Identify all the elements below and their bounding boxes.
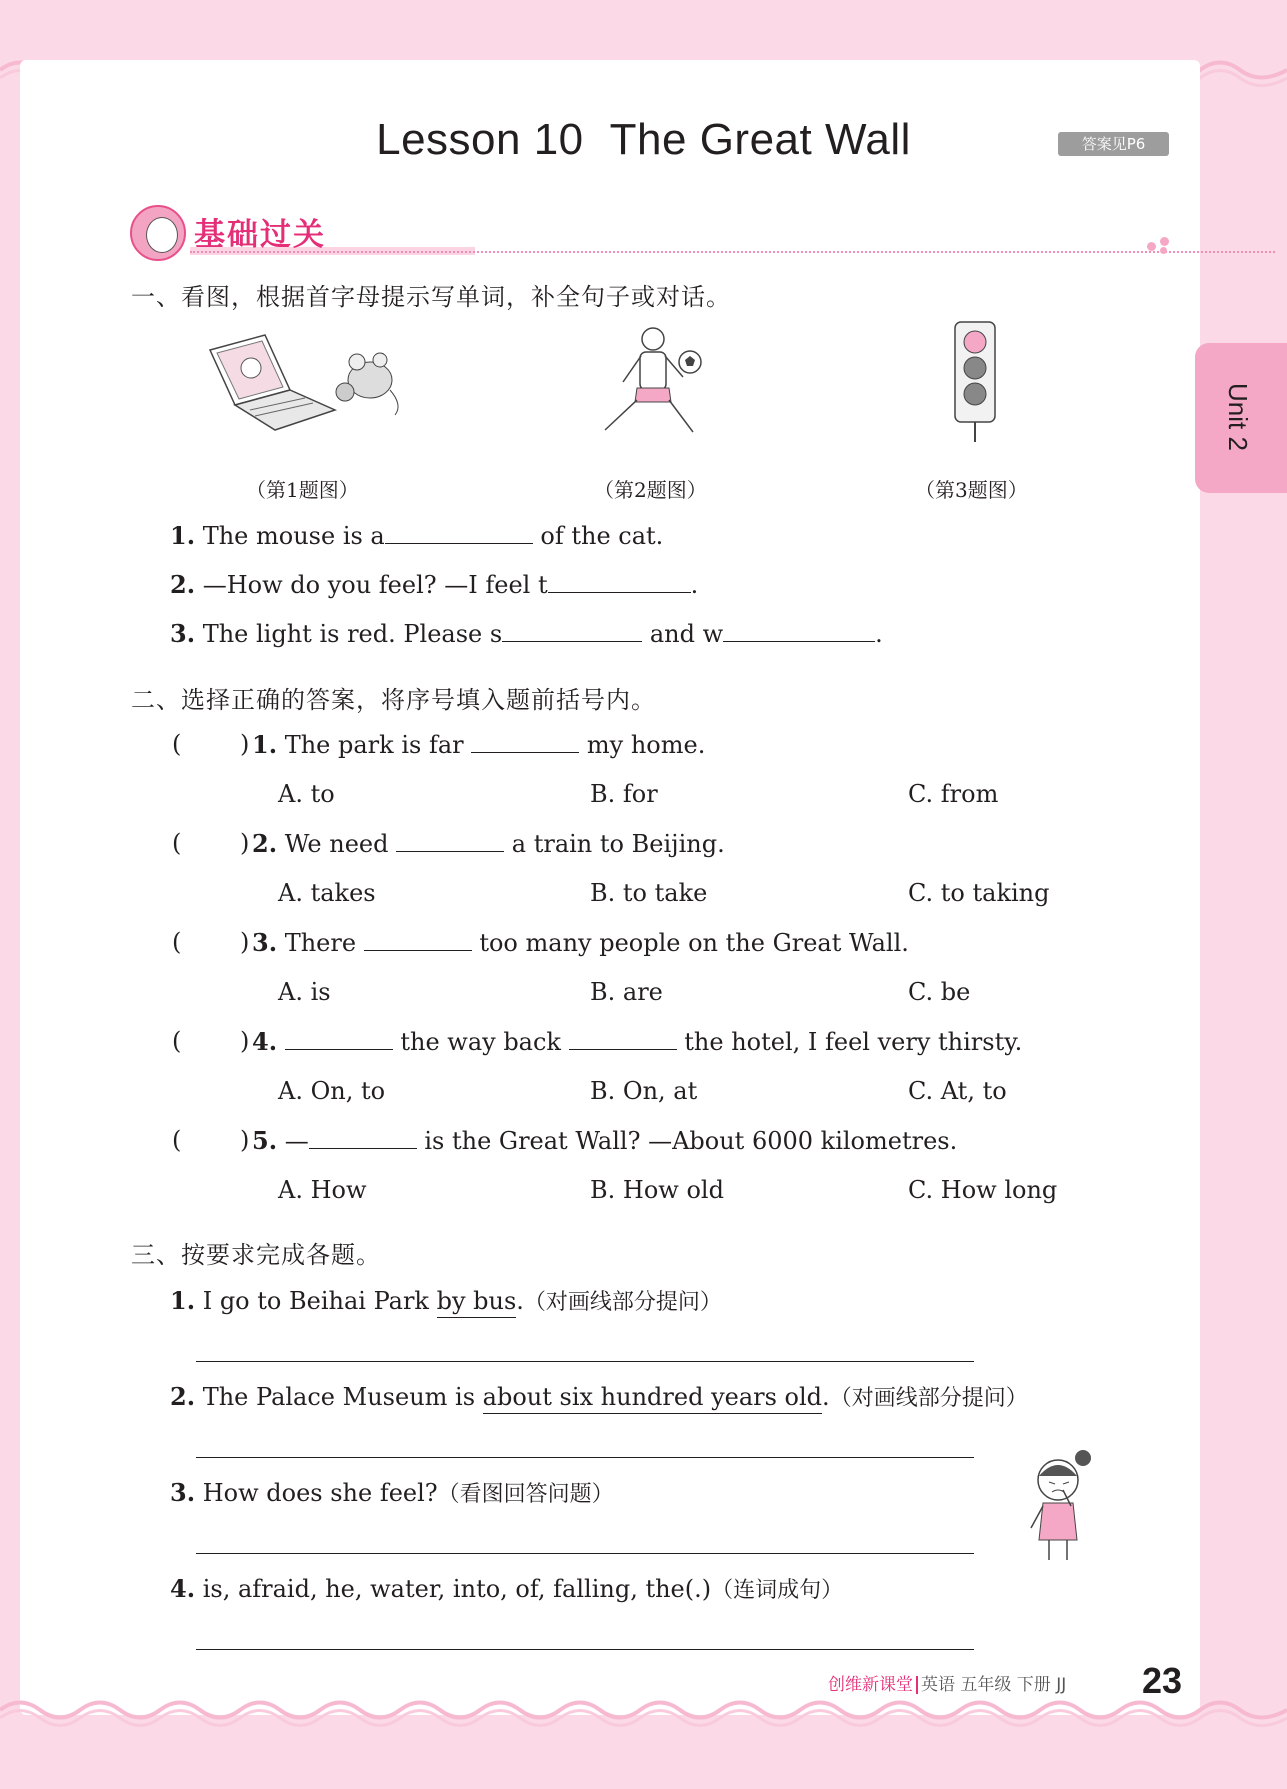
question-instruction: （看图回答问题） xyxy=(437,1482,614,1507)
option-c[interactable]: C. to taking xyxy=(908,879,1050,907)
question-text-before: There xyxy=(284,929,357,957)
question-text-after: . xyxy=(690,571,699,599)
part1-question-1 xyxy=(170,521,663,550)
option-a[interactable]: A. is xyxy=(278,978,331,1006)
boy-kicking-ball-picture xyxy=(595,322,710,442)
question-number: 2. xyxy=(252,829,278,858)
question-text-before: We need xyxy=(284,830,389,858)
question-number: 1. xyxy=(252,730,278,759)
answer-paren-open: ( xyxy=(172,1126,182,1154)
answer-blank[interactable] xyxy=(396,831,504,852)
question-number: 3. xyxy=(170,1478,196,1507)
option-b[interactable]: B. On, at xyxy=(590,1077,698,1105)
question-text-after: the hotel, I feel very thirsty. xyxy=(684,1028,1023,1056)
book-info: 英语 五年级 下册 JJ xyxy=(921,1675,1067,1695)
underlined-phrase: by bus xyxy=(437,1287,517,1318)
laptop-cat-mouse-picture xyxy=(205,330,405,440)
underlined-phrase: about six hundred years old xyxy=(483,1383,822,1414)
answer-line[interactable] xyxy=(196,1361,974,1362)
question-number: 1. xyxy=(170,1286,196,1315)
question-text: How does she feel? xyxy=(202,1479,438,1507)
question-text-before: I go to Beihai Park xyxy=(202,1287,437,1315)
question-text: is, afraid, he, water, into, of, falling, the(.) xyxy=(202,1575,712,1603)
answer-blank[interactable] xyxy=(548,572,691,593)
part1-question-3 xyxy=(170,619,883,648)
part3-question-4 xyxy=(170,1573,843,1604)
answer-blank[interactable] xyxy=(723,621,875,642)
question-text-before: The Palace Museum is xyxy=(202,1383,483,1411)
dotted-divider xyxy=(190,251,1275,253)
answer-blank[interactable] xyxy=(364,930,472,951)
part2-question-5 xyxy=(252,1126,957,1155)
traffic-light-picture xyxy=(950,320,1000,445)
picture-caption-3: （第3题图） xyxy=(915,478,1028,502)
question-text-mid: the way back xyxy=(400,1028,561,1056)
unit-side-tab xyxy=(1195,343,1287,493)
answer-paren-open: ( xyxy=(172,1027,182,1055)
answer-blank[interactable] xyxy=(385,523,533,544)
answer-paren-open: ( xyxy=(172,829,182,857)
section-header xyxy=(130,205,1160,265)
crying-girl-picture xyxy=(1025,1448,1095,1564)
divider-dot xyxy=(1160,247,1167,254)
footer-divider xyxy=(916,1676,918,1694)
part1-question-2 xyxy=(170,570,698,599)
part2-title: 二、选择正确的答案，将序号填入题前括号内。 xyxy=(131,686,656,714)
part3-title: 三、按要求完成各题。 xyxy=(131,1241,381,1269)
question-text-after: . xyxy=(516,1287,524,1315)
answer-blank[interactable] xyxy=(285,1029,393,1050)
question-number: 2. xyxy=(170,570,196,599)
lesson-number: Lesson 10 xyxy=(376,115,584,164)
answer-blank[interactable] xyxy=(309,1128,417,1149)
brand-name: 创维新课堂 xyxy=(828,1675,913,1695)
question-text-before: The light is red. Please s xyxy=(202,620,503,648)
part3-question-3 xyxy=(170,1477,614,1508)
question-number: 3. xyxy=(252,928,278,957)
answer-paren-close: ) xyxy=(240,928,250,956)
question-text-after: is the Great Wall? —About 6000 kilometres. xyxy=(424,1127,958,1155)
page-footer xyxy=(828,1670,1066,1695)
part1-title: 一、看图，根据首字母提示写单词，补全句子或对话。 xyxy=(131,283,731,311)
question-instruction: （连词成句） xyxy=(711,1578,844,1603)
answer-blank[interactable] xyxy=(471,732,579,753)
frame-bottom-border xyxy=(0,1690,1287,1740)
answer-blank[interactable] xyxy=(569,1029,677,1050)
question-instruction: （对画线部分提问） xyxy=(829,1386,1028,1411)
part2-question-4 xyxy=(252,1027,1022,1056)
answer-reference-badge: 答案见P6 xyxy=(1058,132,1169,156)
question-text-after: . xyxy=(875,620,883,648)
answer-line[interactable] xyxy=(196,1553,974,1554)
option-a[interactable]: A. How xyxy=(278,1176,367,1204)
divider-dot xyxy=(1160,237,1169,246)
question-number: 3. xyxy=(170,619,196,648)
answer-paren-close: ) xyxy=(240,730,250,758)
question-text-before: —How do you feel? —I feel t xyxy=(202,571,548,599)
option-c[interactable]: C. How long xyxy=(908,1176,1058,1204)
question-text-after: a train to Beijing. xyxy=(511,830,725,858)
answer-line[interactable] xyxy=(196,1457,974,1458)
answer-paren-close: ) xyxy=(240,1027,250,1055)
question-text-before: The mouse is a xyxy=(202,522,385,550)
picture-caption-2: （第2题图） xyxy=(594,478,707,502)
question-number: 5. xyxy=(252,1126,278,1155)
question-instruction: （对画线部分提问） xyxy=(523,1290,722,1315)
option-b[interactable]: B. How old xyxy=(590,1176,724,1204)
girl-avatar-icon xyxy=(130,205,186,261)
divider-dot xyxy=(1147,242,1156,251)
answer-paren-close: ) xyxy=(240,1126,250,1154)
part3-question-1 xyxy=(170,1285,722,1316)
question-text-mid: and w xyxy=(649,620,724,648)
option-b[interactable]: B. to take xyxy=(590,879,708,907)
section-label: 基础过关 xyxy=(194,217,326,253)
answer-paren-open: ( xyxy=(172,928,182,956)
question-text-after: too many people on the Great Wall. xyxy=(479,929,909,957)
option-c[interactable]: C. be xyxy=(908,978,971,1006)
question-number: 1. xyxy=(170,521,196,550)
part2-question-1 xyxy=(252,730,705,759)
question-text-after: of the cat. xyxy=(540,522,664,550)
question-number: 4. xyxy=(170,1574,196,1603)
question-text-after: . xyxy=(822,1383,830,1411)
option-b[interactable]: B. are xyxy=(590,978,663,1006)
page-number: 23 xyxy=(1142,1660,1183,1701)
question-number: 2. xyxy=(170,1382,196,1411)
option-b[interactable]: B. for xyxy=(590,780,658,808)
option-a[interactable]: A. to xyxy=(278,780,335,808)
option-c[interactable]: C. At, to xyxy=(908,1077,1007,1105)
answer-line[interactable] xyxy=(196,1649,974,1650)
unit-tab-label: Unit 2 xyxy=(1223,383,1253,451)
answer-blank[interactable] xyxy=(502,621,642,642)
question-text-after: my home. xyxy=(586,731,706,759)
lesson-name: The Great Wall xyxy=(609,115,911,164)
question-number: 4. xyxy=(252,1027,278,1056)
question-text-before: — xyxy=(284,1127,309,1155)
question-text-before: The park is far xyxy=(284,731,464,759)
answer-paren-open: ( xyxy=(172,730,182,758)
option-a[interactable]: A. On, to xyxy=(278,1077,386,1105)
part2-question-3 xyxy=(252,928,909,957)
answer-paren-close: ) xyxy=(240,829,250,857)
picture-caption-1: （第1题图） xyxy=(246,478,359,502)
part3-question-2 xyxy=(170,1381,1028,1412)
option-a[interactable]: A. takes xyxy=(278,879,376,907)
option-c[interactable]: C. from xyxy=(908,780,999,808)
part2-question-2 xyxy=(252,829,725,858)
